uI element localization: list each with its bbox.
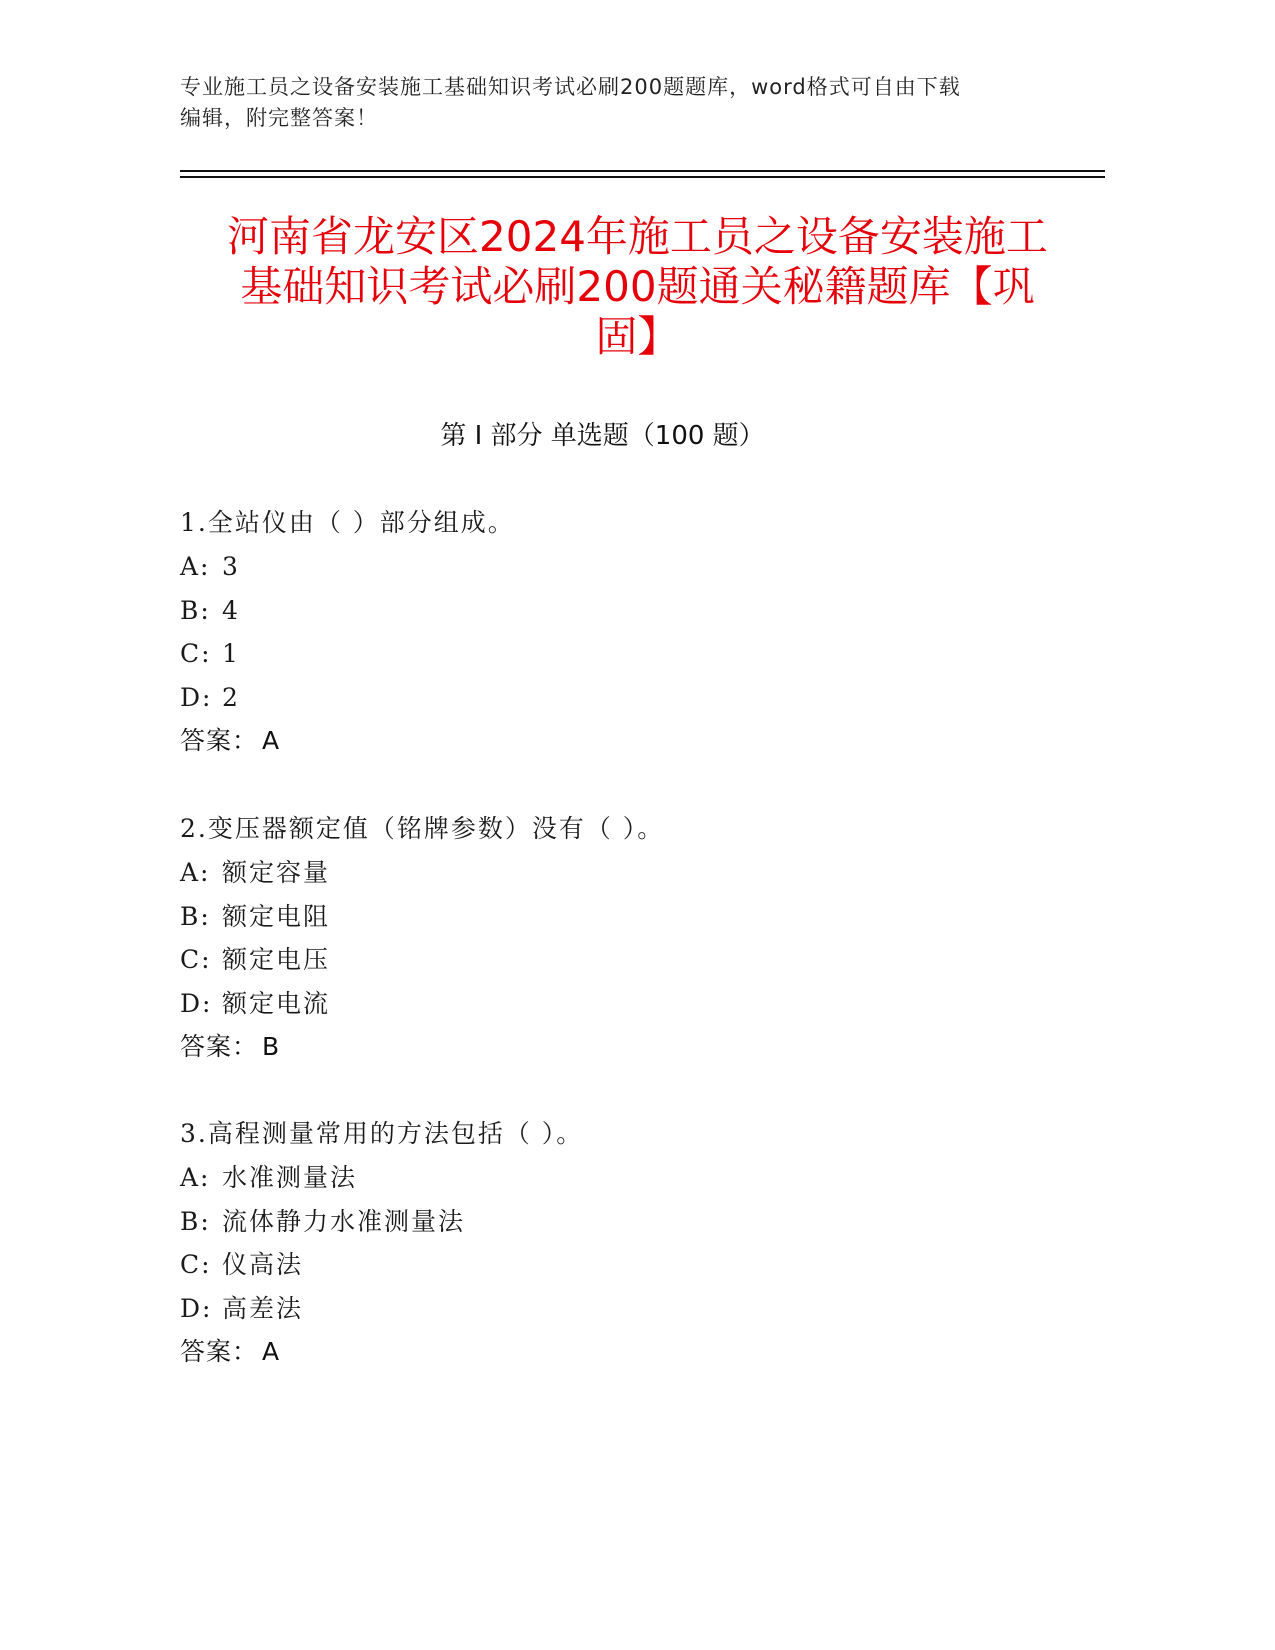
option-a [180,1163,1080,1207]
question-3 [180,1119,1080,1381]
header-note [180,72,1060,134]
question-2 [180,814,1080,1076]
header-divider-bottom [180,176,1105,178]
option-c [180,639,1080,683]
answer-label: 答案： [180,726,259,755]
option-key: C: [180,945,212,974]
answer-label: 答案： [180,1032,259,1061]
option-key: C: [180,639,212,668]
section-heading: 第 I 部分 单选题（100 题） [440,421,765,451]
option-key: A: [180,858,211,887]
option-text: 1 [222,639,240,668]
question-1 [180,508,1080,770]
answer-value: B [262,1032,280,1061]
option-a [180,552,1080,596]
option-text: 额定电阻 [222,901,331,931]
document-title [140,212,1135,362]
option-text: 额定电流 [222,988,331,1018]
answer-label: 答案： [180,1337,259,1366]
option-a [180,858,1080,902]
option-text: 流体静力水准测量法 [222,1206,466,1236]
header-divider-top [180,170,1105,172]
header-note-line-2: 编辑，附完整答案！ [180,106,378,130]
question-stem: 2.变压器额定值（铭牌参数）没有（ ）。 [180,814,665,843]
option-d [180,1294,1080,1338]
option-d [180,989,1080,1033]
option-key: B: [180,901,211,931]
answer-line [180,726,1080,770]
header-note-line-1: 专业施工员之设备安装施工基础知识考试必刷200题题库，word格式可自由下载 [180,75,961,99]
option-text: 额定容量 [222,858,331,887]
answer-value: A [262,726,280,755]
option-key: D: [180,682,213,712]
question-stem: 1.全站仪由（ ）部分组成。 [180,508,515,537]
option-c [180,1250,1080,1294]
question-stem: 3.高程测量常用的方法包括（ ）。 [180,1119,584,1148]
option-d [180,683,1080,727]
title-line-3: 固】 [595,312,680,361]
title-line-1: 河南省龙安区2024年施工员之设备安装施工 [227,212,1048,261]
answer-line [180,1337,1080,1381]
title-line-2: 基础知识考试必刷200题通关秘籍题库【巩 [240,262,1035,311]
option-key: A: [180,1163,211,1192]
option-key: A: [180,552,211,581]
option-key: B: [180,595,211,625]
option-b [180,596,1080,640]
option-b [180,902,1080,946]
option-text: 仪高法 [222,1250,304,1279]
answer-value: A [262,1337,280,1366]
option-text: 2 [222,682,240,712]
option-key: C: [180,1250,212,1279]
option-text: 水准测量法 [222,1163,358,1192]
option-key: D: [180,1293,213,1323]
option-text: 4 [222,595,240,625]
option-key: D: [180,988,213,1018]
answer-line [180,1032,1080,1076]
option-c [180,945,1080,989]
option-b [180,1207,1080,1251]
option-text: 额定电压 [222,945,331,974]
option-text: 3 [222,552,240,581]
option-text: 高差法 [222,1293,304,1323]
option-key: B: [180,1206,211,1236]
